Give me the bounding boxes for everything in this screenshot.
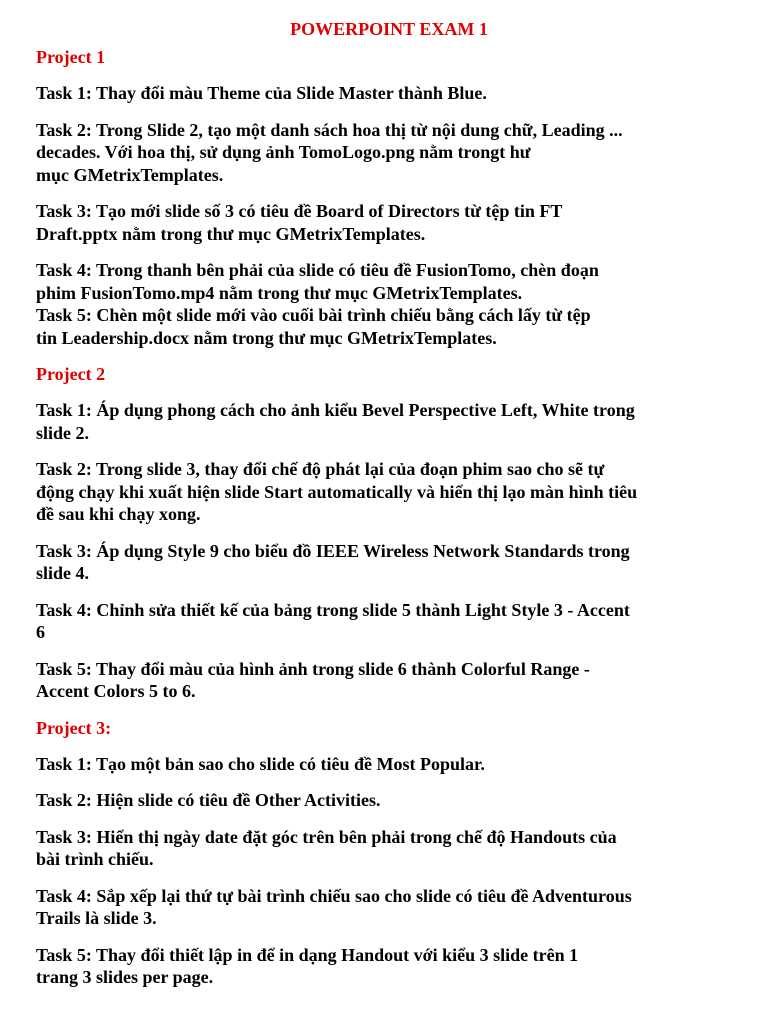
task-text: Task 2: Hiện slide có tiêu đề Other Activities.	[36, 790, 381, 810]
project-3	[36, 717, 732, 989]
task-text: Task 1: Thay đổi màu Theme của Slide Master thành Blue.	[36, 83, 487, 103]
task-text: Task 3: Tạo mới slide số 3 có tiêu đề Board of Directors từ tệp tin FT Draft.pptx nằm trong thư mục GMetrixTemplates.	[36, 201, 563, 244]
project-heading: Project 2	[36, 364, 106, 384]
task-text: Task 2: Trong Slide 2, tạo một danh sách hoa thị từ nội dung chữ, Leading ... decades. Với hoa thị, sử dụng ảnh TomoLogo.png nằm trongt hư mục GMetrixTemplates.	[36, 119, 623, 185]
project-heading: Project 1	[36, 47, 106, 67]
task-text: Task 4: Sắp xếp lại thứ tự bài trình chiếu sao cho slide có tiêu đề Adventurous Trails là slide 3.	[36, 885, 632, 928]
task-text: Task 2: Trong slide 3, thay đổi chế độ phát lại của đoạn phim sao cho sẽ tự động chạy khi xuất hiện slide Start automatically và hiển thị lạo màn hình tiêu đề sau khi chạy xong.	[36, 459, 638, 524]
project-2	[36, 363, 732, 703]
task-text: Task 1: Tạo một bản sao cho slide có tiêu đề Most Popular.	[36, 753, 485, 774]
task-text: Task 5: Thay đổi màu của hình ảnh trong slide 6 thành Colorful Range - Accent Colors 5 to 6.	[36, 658, 590, 701]
task-text: Task 5: Chèn một slide mới vào cuối bài trình chiếu bằng cách lấy từ tệp tin Leadership.docx nằm trong thư mục GMetrixTemplates.	[36, 305, 591, 348]
project-heading: Project 3:	[36, 717, 112, 738]
document-title: POWERPOINT EXAM 1	[290, 19, 488, 39]
task-text: Task 3: Áp dụng Style 9 cho biểu đồ IEEE Wireless Network Standards trong slide 4.	[36, 540, 630, 583]
project-1	[36, 46, 732, 349]
task-text: Task 3: Hiển thị ngày date đặt góc trên bên phải trong chế độ Handouts của bài trình chiếu.	[36, 826, 617, 869]
task-text: Task 4: Trong thanh bên phải của slide có tiêu đề FusionTomo, chèn đoạn phim FusionTomo.mp4 nằm trong thư mục GMetrixTemplates.	[36, 260, 599, 303]
task-text: Task 1: Áp dụng phong cách cho ảnh kiểu Bevel Perspective Left, White trong slide 2.	[36, 400, 635, 443]
task-text: Task 5: Thay đổi thiết lập in để in dạng Handout với kiểu 3 slide trên 1 trang 3 slides per page.	[36, 944, 579, 987]
task-text: Task 4: Chỉnh sửa thiết kế của bảng trong slide 5 thành Light Style 3 - Accent 6	[36, 599, 630, 642]
